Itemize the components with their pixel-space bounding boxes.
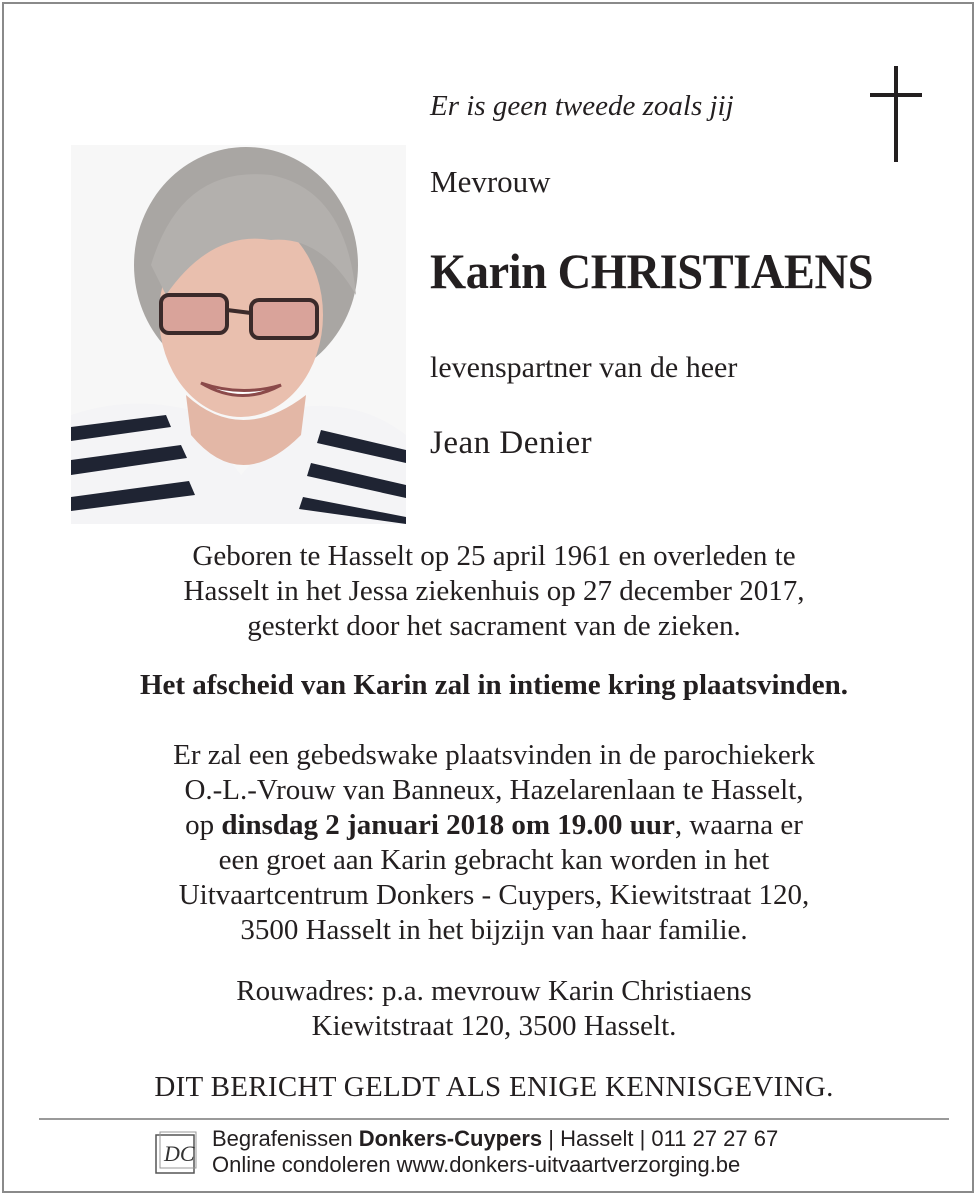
wake-paragraph xyxy=(34,738,954,948)
company-name: Donkers-Cuypers xyxy=(358,1126,543,1151)
footer-contact: | Hasselt | 011 27 27 67 xyxy=(542,1126,779,1151)
paragraph-line xyxy=(34,808,954,843)
notice-disclaimer: DIT BERICHT GELDT ALS ENIGE KENNISGEVING. xyxy=(154,1071,834,1103)
paragraph-line: Er zal een gebedswake plaatsvinden in de parochiekerk xyxy=(173,739,815,771)
honorific: Mevrouw xyxy=(430,164,551,199)
paragraph-line: gesterkt door het sacrament van de zieken. xyxy=(247,610,741,642)
footer-info xyxy=(212,1126,778,1178)
motto: Er is geen tweede zoals jij xyxy=(430,90,734,122)
paragraph-line: Uitvaartcentrum Donkers - Cuypers, Kiewitstraat 120, xyxy=(178,879,810,911)
mourning-address xyxy=(34,974,954,1044)
farewell-statement: Het afscheid van Karin zal in intieme kring plaatsvinden. xyxy=(139,669,849,701)
footer-prefix: Begrafenissen xyxy=(212,1126,359,1151)
line-suffix: , waarna er xyxy=(674,809,803,841)
cross-icon xyxy=(866,66,926,162)
svg-text:DC: DC xyxy=(164,1141,195,1166)
portrait-photo xyxy=(71,145,406,524)
paragraph-line: Geboren te Hasselt op 25 april 1961 en overleden te xyxy=(192,540,796,572)
line-prefix: op xyxy=(185,809,222,841)
footer-divider xyxy=(39,1118,949,1120)
relation-text: levenspartner van de heer xyxy=(430,351,738,384)
partner-name: Jean Denier xyxy=(430,425,593,461)
birth-death-paragraph xyxy=(34,539,954,644)
wake-datetime: dinsdag 2 januari 2018 om 19.00 uur xyxy=(221,809,675,841)
paragraph-line: een groet aan Karin gebracht kan worden in het xyxy=(218,844,770,876)
footer-line-company xyxy=(212,1126,778,1152)
funeral-home-logo-icon xyxy=(154,1131,198,1175)
paragraph-line: Hasselt in het Jessa ziekenhuis op 27 december 2017, xyxy=(183,575,805,607)
footer-line-website: Online condoleren www.donkers-uitvaartverzorging.be xyxy=(212,1152,741,1177)
paragraph-line: Kiewitstraat 120, 3500 Hasselt. xyxy=(311,1010,677,1042)
paragraph-line: O.-L.-Vrouw van Banneux, Hazelarenlaan te Hasselt, xyxy=(184,774,804,806)
deceased-name: Karin CHRISTIAENS xyxy=(430,243,873,299)
obituary-card xyxy=(2,2,974,1193)
paragraph-line: Rouwadres: p.a. mevrouw Karin Christiaens xyxy=(236,975,752,1007)
paragraph-line: 3500 Hasselt in het bijzijn van haar familie. xyxy=(240,914,748,946)
